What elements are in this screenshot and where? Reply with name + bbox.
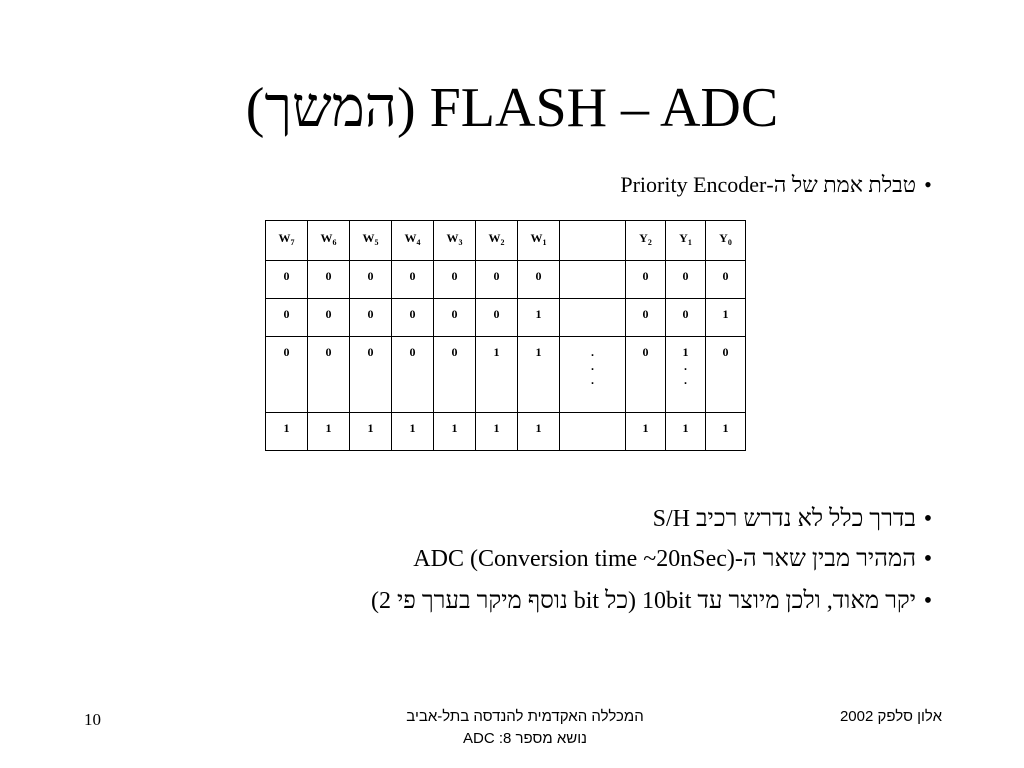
table-cell: 0 — [350, 261, 392, 299]
ellipsis-dot: . — [591, 359, 594, 373]
table-cell: 0 — [706, 261, 746, 299]
table-cell-value: 1 — [682, 345, 689, 359]
header-w6: $W_6$ — [308, 221, 350, 261]
bullet-marker: • — [924, 172, 932, 197]
bullet-marker: • — [923, 546, 933, 572]
table-cell: 0 — [626, 261, 666, 299]
footer-topic: נושא מספר 8: ADC — [463, 730, 587, 747]
table-cell: 0 — [434, 261, 476, 299]
table-cell-with-ellipsis — [666, 337, 706, 413]
ellipsis-dot: . — [684, 373, 687, 387]
table-cell: 0 — [308, 337, 350, 413]
table-cell: 0 — [350, 299, 392, 337]
table-cell: 0 — [626, 337, 666, 413]
table-cell: 0 — [476, 299, 518, 337]
bullet-cost — [371, 586, 940, 616]
table-cell: 0 — [392, 299, 434, 337]
table-cell: 0 — [392, 261, 434, 299]
table-cell: 0 — [666, 261, 706, 299]
footer-center — [300, 706, 750, 750]
slide-title: (המשך) FLASH – ADC — [245, 77, 779, 139]
table-row — [266, 261, 746, 299]
table-cell: 0 — [350, 337, 392, 413]
table-cell: 0 — [434, 299, 476, 337]
table-cell: 0 — [518, 261, 560, 299]
header-w1: $W_1$ — [518, 221, 560, 261]
header-w2: $W_2$ — [476, 221, 518, 261]
table-cell: 0 — [392, 337, 434, 413]
bullet-text: טבלת אמת של ה-Priority Encoder — [620, 172, 916, 197]
table-cell: 0 — [434, 337, 476, 413]
table-cell: 0 — [308, 299, 350, 337]
table-cell: 1 — [434, 413, 476, 451]
table-cell: 0 — [266, 299, 308, 337]
table-cell: 1 — [518, 337, 560, 413]
table-cell: 1 — [392, 413, 434, 451]
table-cell: 1 — [308, 413, 350, 451]
header-y1: $Y_1$ — [666, 221, 706, 261]
header-y2: $Y_2$ — [626, 221, 666, 261]
bullet-conversion-time — [413, 544, 940, 574]
ellipsis-dot: . — [591, 345, 594, 359]
table-row — [266, 337, 746, 413]
table-cell — [560, 413, 626, 451]
bullet-marker: • — [923, 588, 933, 614]
header-w3: $W_3$ — [434, 221, 476, 261]
table-cell: 0 — [476, 261, 518, 299]
table-cell: 1 — [626, 413, 666, 451]
table-cell: 1 — [476, 413, 518, 451]
table-cell: 0 — [266, 261, 308, 299]
priority-encoder-truth-table — [265, 220, 746, 451]
table-cell: 1 — [706, 299, 746, 337]
table-cell: 0 — [266, 337, 308, 413]
table-cell: 1 — [266, 413, 308, 451]
bullet-text: המהיר מבין שאר ה-ADC (Conversion time ~20nSec) — [413, 546, 916, 572]
header-gap — [560, 221, 626, 261]
header-y0: $Y_0$ — [706, 221, 746, 261]
table-cell: 0 — [626, 299, 666, 337]
table-cell: 1 — [350, 413, 392, 451]
bullet-text: בדרך כלל לא נדרש רכיב S/H — [652, 506, 916, 532]
table-header-row — [266, 221, 746, 261]
table-cell: 1 — [706, 413, 746, 451]
table-cell: 1 — [518, 299, 560, 337]
ellipsis-dot: . — [591, 373, 594, 387]
footer-institution: המכללה האקדמית להנדסה בתל-אביב — [406, 708, 644, 725]
table-cell: 1 — [666, 413, 706, 451]
table-cell — [560, 261, 626, 299]
table-cell: 1 — [518, 413, 560, 451]
table-row — [266, 299, 746, 337]
vertical-ellipsis — [560, 337, 626, 413]
header-w5: $W_5$ — [350, 221, 392, 261]
bullet-text: יקר מאוד, ולכן מיוצר עד 10bit (כל bit נוסף מיקר בערך פי 2) — [370, 588, 916, 614]
table-cell: 0 — [666, 299, 706, 337]
bullet-truth-table — [620, 170, 940, 200]
header-w4: $W_4$ — [392, 221, 434, 261]
footer-author: אלון סלפק 2002 — [839, 708, 942, 725]
bullet-marker: • — [923, 506, 933, 532]
page-number: 10 — [84, 710, 101, 729]
table-cell: 1 — [476, 337, 518, 413]
table-cell: 0 — [706, 337, 746, 413]
header-w7: $W_7$ — [266, 221, 308, 261]
bullet-sh — [653, 504, 940, 534]
ellipsis-dot: . — [684, 359, 687, 373]
table-cell — [560, 299, 626, 337]
table-row — [266, 413, 746, 451]
table-cell: 0 — [308, 261, 350, 299]
